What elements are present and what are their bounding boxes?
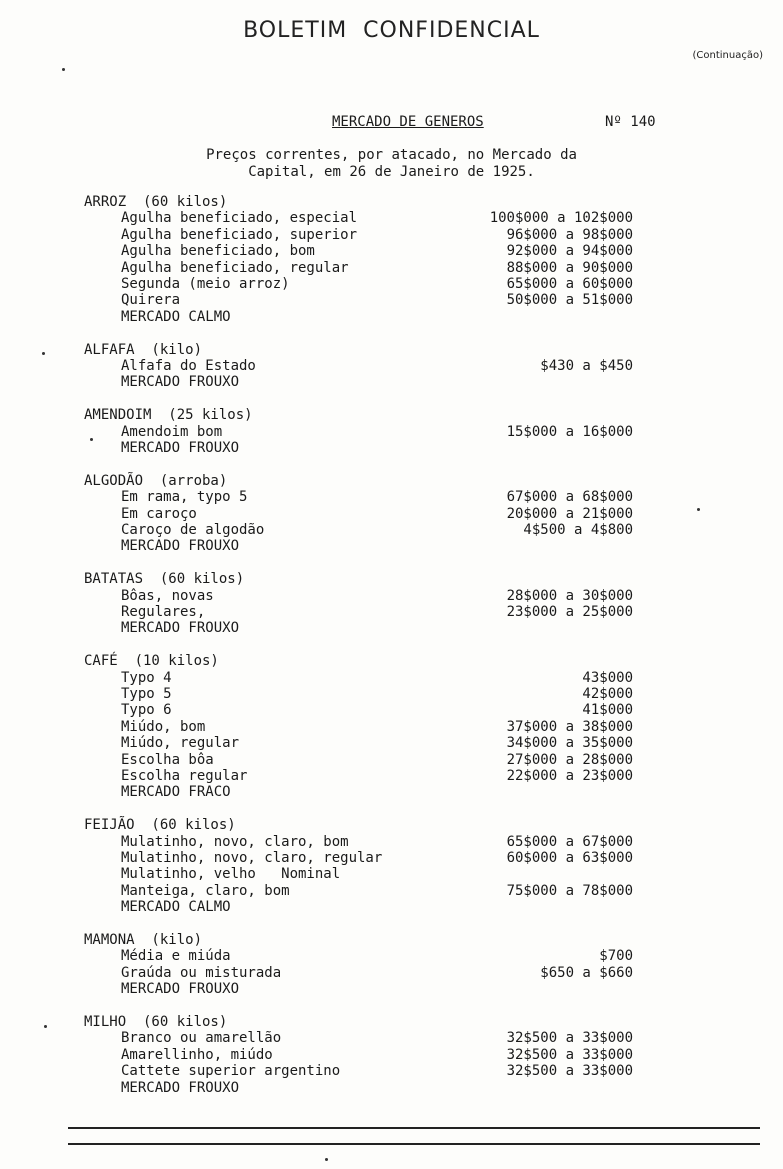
item-label: MERCADO FROUXO (121, 981, 240, 998)
item-label: Regulares, (121, 604, 206, 620)
ink-speck (62, 68, 65, 71)
item-label: Em caroço (121, 505, 197, 522)
item-label: Typo 5 (121, 686, 172, 702)
price-range: 32$500 a 33$000 (506, 1030, 633, 1047)
price-row (0, 588, 783, 604)
price-row (0, 850, 783, 866)
item-label: Mulatinho, novo, claro, regular (121, 850, 383, 866)
commodity-label: ARROZ (60 kilos) (84, 194, 228, 210)
item-label: Miúdo, regular (121, 735, 240, 752)
market-title: MERCADO DE GENEROS (332, 114, 484, 130)
price-row (0, 752, 783, 768)
price-row (0, 686, 783, 702)
price-row (0, 784, 783, 800)
item-label: Amendoim bom (121, 423, 223, 440)
commodity-heading (0, 1014, 783, 1030)
price-row (0, 358, 783, 374)
commodity-heading (0, 637, 783, 653)
price-range: 41$000 (582, 702, 633, 719)
commodity-heading (0, 456, 783, 472)
item-label: Graúda ou misturada (121, 964, 282, 981)
price-range: 22$000 a 23$000 (506, 768, 633, 784)
price-row (0, 1063, 783, 1079)
bottom-rule (68, 1143, 760, 1145)
price-range: $700 (599, 948, 633, 965)
price-row (0, 424, 783, 440)
price-range: 60$000 a 63$000 (506, 850, 633, 866)
price-range: 34$000 a 35$000 (506, 735, 633, 752)
price-row (0, 260, 783, 276)
price-range: 4$500 a 4$800 (523, 522, 633, 538)
price-row (0, 981, 783, 997)
commodity-heading (0, 473, 783, 489)
price-range: 32$500 a 33$000 (506, 1063, 633, 1080)
commodity-heading (0, 817, 783, 833)
price-row (0, 620, 783, 636)
commodity-label: ALFAFA (kilo) (84, 341, 203, 358)
commodity-heading (0, 571, 783, 587)
price-row (0, 292, 783, 308)
price-range: 15$000 a 16$000 (506, 423, 633, 440)
price-row (0, 1047, 783, 1063)
price-row (0, 506, 783, 522)
price-row (0, 735, 783, 751)
price-range: 65$000 a 60$000 (506, 276, 633, 292)
commodity-heading (0, 998, 783, 1014)
item-label: Escolha bôa (121, 751, 214, 768)
price-range: 50$000 a 51$000 (506, 292, 633, 309)
price-range: 75$000 a 78$000 (506, 882, 633, 899)
commodity-label: CAFÉ (10 kilos) (84, 653, 219, 670)
bulletin-title: BOLETIM CONFIDENCIAL (243, 18, 540, 43)
price-range: 27$000 a 28$000 (506, 751, 633, 768)
item-label: Bôas, novas (121, 587, 214, 604)
price-row (0, 948, 783, 964)
price-range: 88$000 a 90$000 (506, 259, 633, 276)
price-range: 96$000 a 98$000 (506, 226, 633, 243)
commodity-label: MAMONA (kilo) (84, 932, 203, 948)
price-row (0, 1080, 783, 1096)
item-label: MERCADO FROUXO (121, 1079, 240, 1096)
item-label: MERCADO FROUXO (121, 620, 240, 637)
commodity-heading (0, 342, 783, 358)
price-range: 37$000 a 38$000 (506, 718, 633, 735)
price-row (0, 702, 783, 718)
item-label: Typo 4 (121, 669, 172, 686)
item-label: MERCADO FROUXO (121, 538, 240, 555)
commodity-label: BATATAS (60 kilos) (84, 571, 245, 588)
price-row (0, 227, 783, 243)
commodity-heading (0, 194, 783, 210)
price-row (0, 309, 783, 325)
item-label: Mulatinho, velho Nominal (121, 866, 341, 883)
price-range: $430 a $450 (540, 358, 633, 374)
commodity-label: AMENDOIM (25 kilos) (84, 407, 253, 424)
commodity-heading (0, 391, 783, 407)
price-range: 28$000 a 30$000 (506, 587, 633, 604)
price-row (0, 210, 783, 226)
item-label: MERCADO FRACO (121, 784, 231, 801)
price-row (0, 604, 783, 620)
price-range: 67$000 a 68$000 (506, 489, 633, 506)
continuation-note: (Continuação) (692, 50, 763, 61)
price-range: 23$000 a 25$000 (506, 604, 633, 620)
price-range: 32$500 a 33$000 (506, 1046, 633, 1063)
price-row (0, 538, 783, 554)
item-label: MERCADO FROUXO (121, 374, 240, 391)
item-label: Agulha beneficiado, regular (121, 259, 349, 276)
commodity-heading (0, 653, 783, 669)
price-row (0, 866, 783, 882)
commodity-heading (0, 801, 783, 817)
item-label: Agulha beneficiado, superior (121, 226, 358, 243)
intro-line-2: Capital, em 26 de Janeiro de 1925. (248, 164, 535, 180)
item-label: Agulha beneficiado, bom (121, 243, 315, 260)
price-row (0, 243, 783, 259)
item-label: Caroço de algodão (121, 522, 265, 538)
item-label: MERCADO FROUXO (121, 440, 240, 456)
commodity-label: ALGODÃO (arroba) (84, 472, 228, 489)
item-label: Mulatinho, novo, claro, bom (121, 833, 349, 850)
price-range: $650 a $660 (540, 964, 633, 981)
price-row (0, 899, 783, 915)
price-row (0, 276, 783, 292)
commodity-heading (0, 407, 783, 423)
price-range: 20$000 a 21$000 (506, 505, 633, 522)
price-row (0, 834, 783, 850)
commodity-heading (0, 325, 783, 341)
item-label: Manteiga, claro, bom (121, 882, 290, 899)
bulletin-number: Nº 140 (605, 114, 656, 130)
item-label: Branco ou amarellão (121, 1030, 282, 1047)
commodity-label: MILHO (60 kilos) (84, 1014, 228, 1030)
ink-speck (44, 1025, 47, 1028)
bottom-rule (68, 1127, 760, 1129)
item-label: Alfafa do Estado (121, 358, 256, 374)
ink-speck (325, 1158, 328, 1161)
ink-speck (42, 352, 45, 355)
ink-speck (697, 508, 700, 511)
price-range: 42$000 (582, 686, 633, 702)
price-row (0, 719, 783, 735)
price-row (0, 883, 783, 899)
item-label: Typo 6 (121, 702, 172, 719)
item-label: Amarellinho, miúdo (121, 1046, 273, 1063)
price-range: 65$000 a 67$000 (506, 833, 633, 850)
item-label: Segunda (meio arroz) (121, 276, 290, 292)
item-label: Escolha regular (121, 768, 248, 784)
price-row (0, 670, 783, 686)
item-label: Agulha beneficiado, especial (121, 210, 358, 227)
price-range: 43$000 (582, 669, 633, 686)
item-label: MERCADO CALMO (121, 308, 231, 325)
ink-speck (90, 438, 93, 441)
commodity-heading (0, 932, 783, 948)
price-row (0, 374, 783, 390)
price-row (0, 1030, 783, 1046)
price-row (0, 489, 783, 505)
price-row (0, 440, 783, 456)
price-range: 100$000 a 102$000 (489, 210, 633, 227)
price-row (0, 522, 783, 538)
intro-line-1: Preços correntes, por atacado, no Mercado da (206, 147, 577, 163)
price-row (0, 768, 783, 784)
item-label: Em rama, typo 5 (121, 489, 248, 506)
item-label: Quirera (121, 292, 181, 309)
price-row (0, 965, 783, 981)
item-label: MERCADO CALMO (121, 899, 231, 916)
commodity-label: FEIJÃO (60 kilos) (84, 817, 236, 834)
item-label: Cattete superior argentino (121, 1063, 341, 1080)
item-label: Miúdo, bom (121, 718, 206, 735)
commodity-heading (0, 916, 783, 932)
price-range: 92$000 a 94$000 (506, 243, 633, 260)
item-label: Média e miúda (121, 948, 231, 965)
commodity-heading (0, 555, 783, 571)
